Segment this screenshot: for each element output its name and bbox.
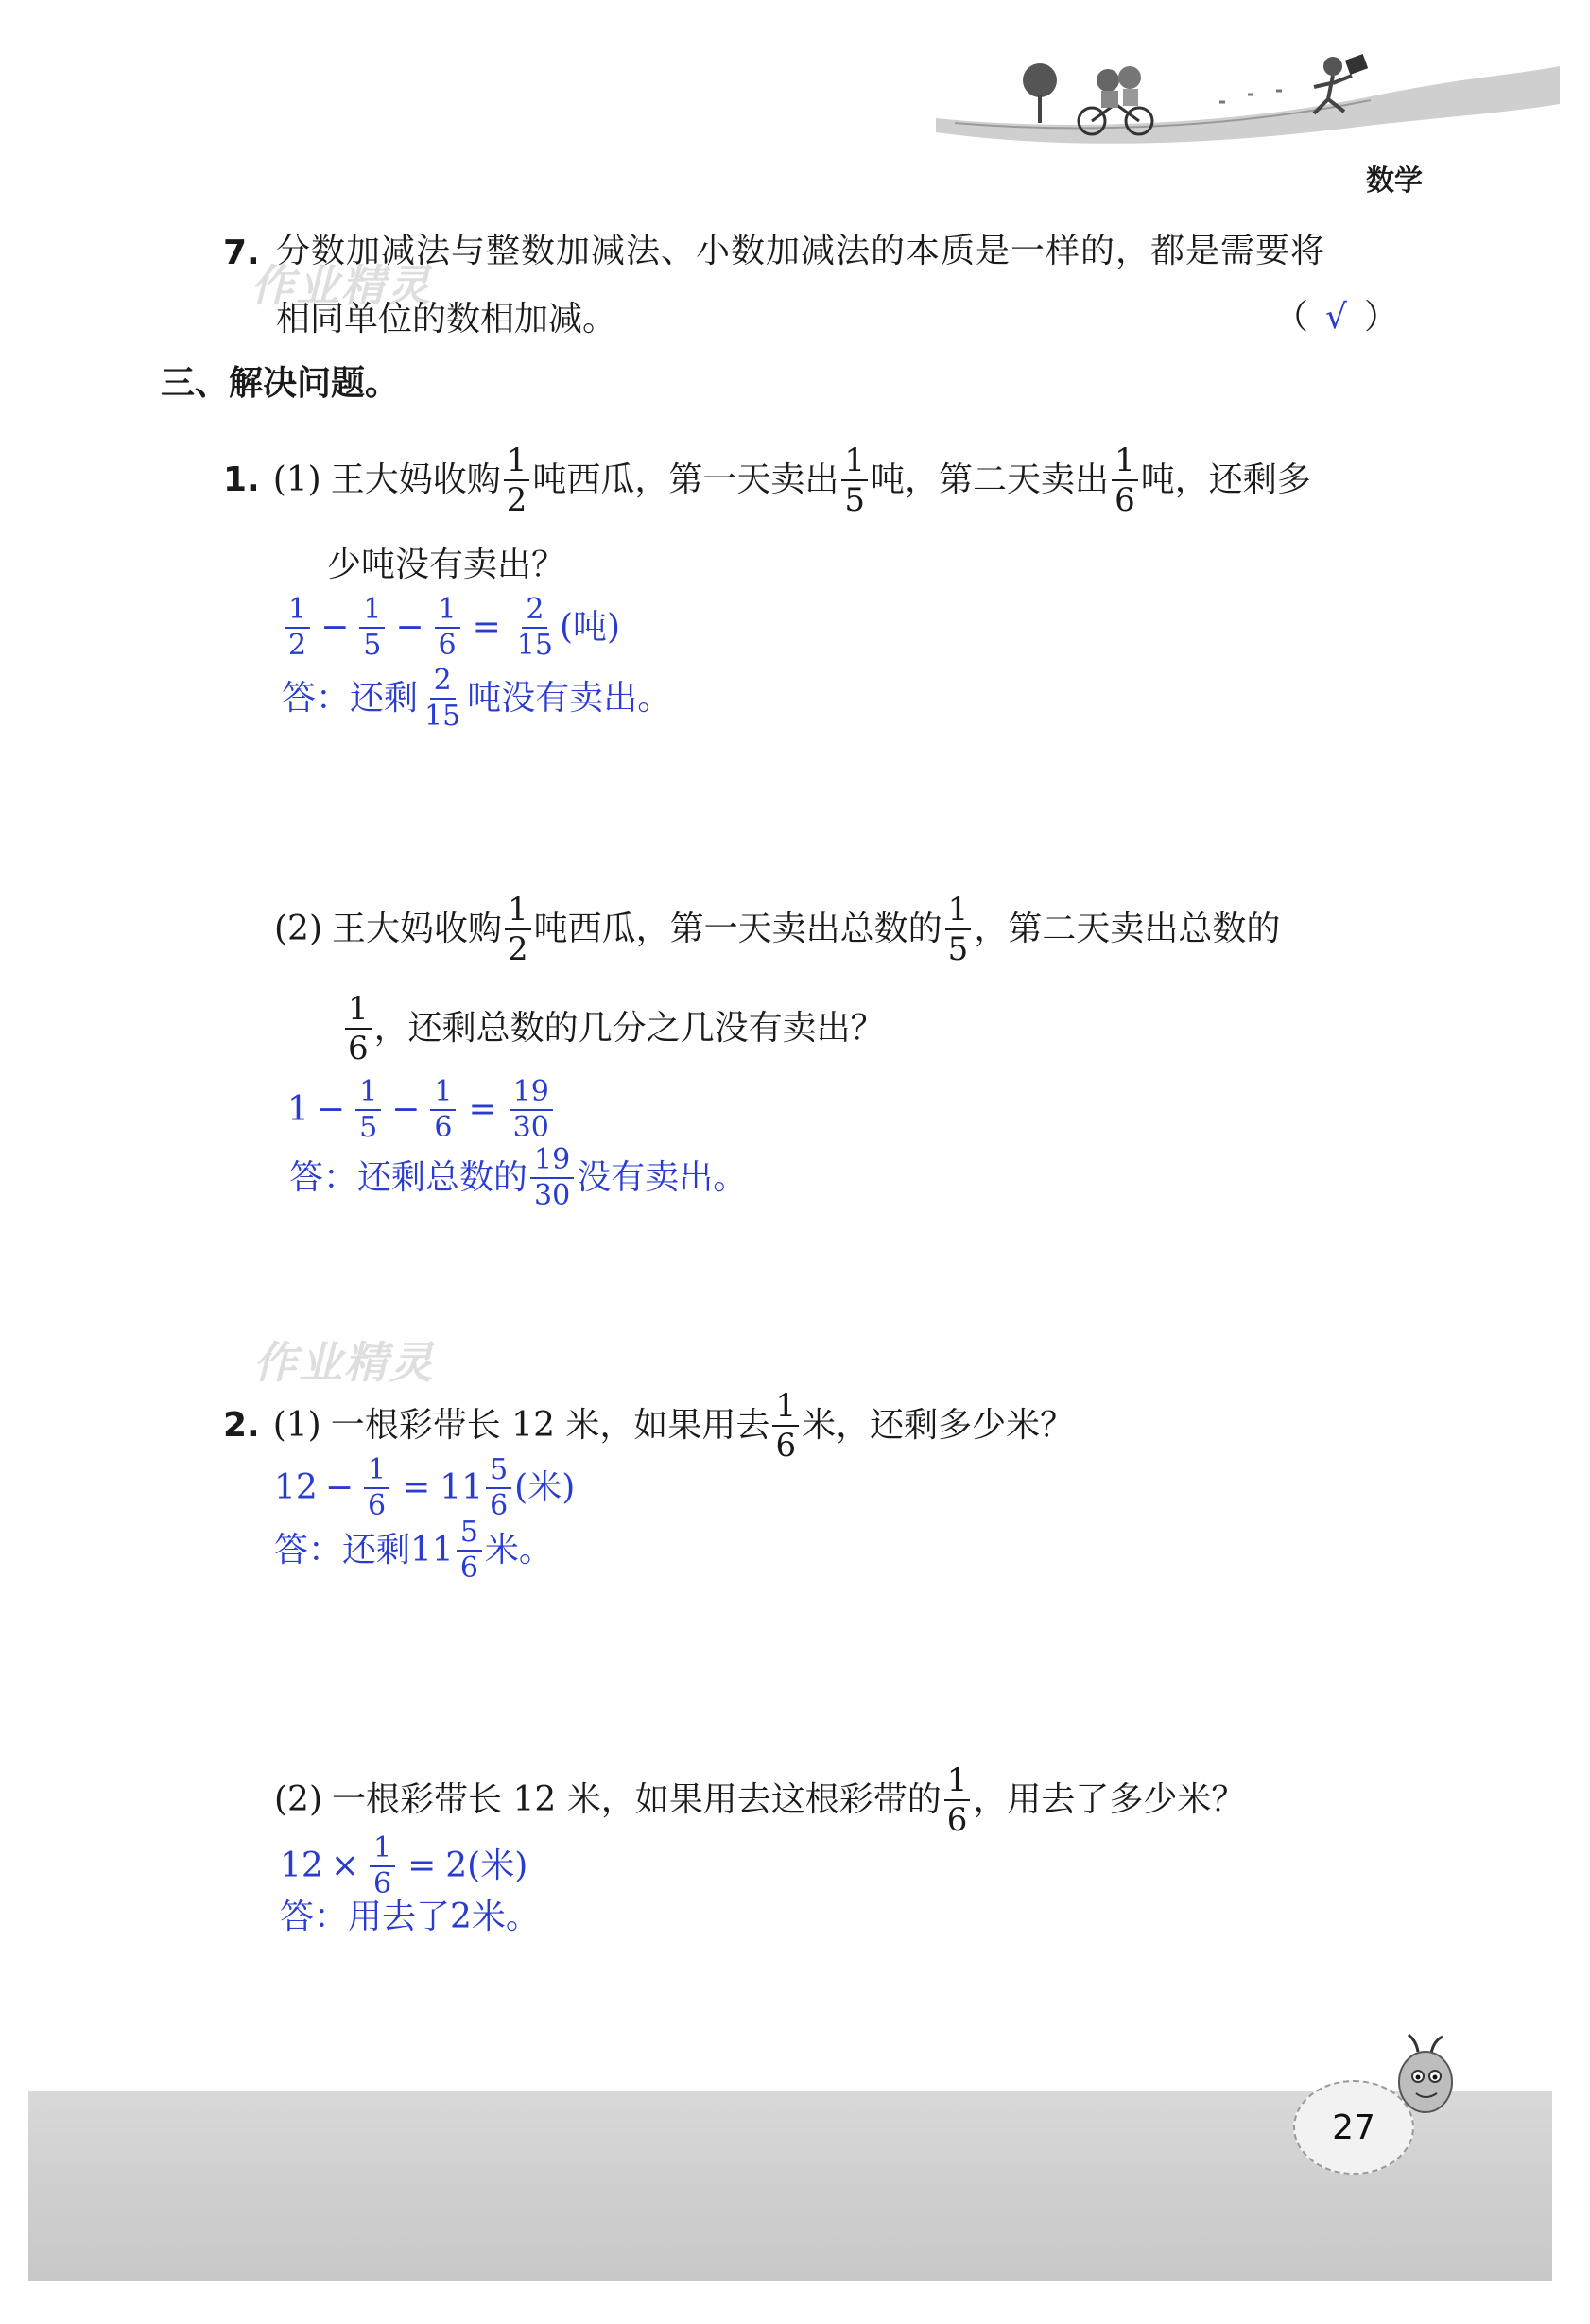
answer-equation: 12 − $\frac{1}{6}$ = 11 $\frac{5}{6}$ (米) [274, 1453, 576, 1522]
part-tag: (1) [272, 460, 321, 499]
problem1-part1-line2: 少吨没有卖出？ [327, 546, 566, 584]
answer-equation: 1 − $\frac{1}{5}$ − $\frac{1}{6}$ = $\frac{19}{30}$ [287, 1078, 556, 1142]
q7-text-line1: 分数加减法与整数加减法、小数加减法的本质是一样的，都是需要将 [276, 232, 1326, 270]
problem2-number: 2. [223, 1406, 260, 1445]
fraction: $\frac{2}{15}$ [516, 593, 553, 662]
fraction: $\frac{1}{5}$ [359, 596, 385, 660]
page-number: 27 [1293, 2080, 1414, 2175]
watermark: 作业精灵 [253, 1337, 435, 1388]
answer-equation: $\frac{1}{2}$ − $\frac{1}{5}$ − $\frac{1}{6}$ = $\frac{2}{15}$ (吨) [282, 596, 620, 660]
fraction: $\frac{5}{6}$ [457, 1518, 482, 1583]
problem2-part1: 2. (1) 一根彩带长 12 米，如果用去 $\frac{1}{6}$ 米，还剩多少米？ [223, 1387, 1075, 1465]
problem1-number: 1. [223, 460, 260, 499]
fraction: $\frac{1}{5}$ [355, 1078, 381, 1142]
fraction: $\frac{1}{2}$ [504, 444, 530, 516]
children-cycling-on-road-illustration [936, 28, 1560, 161]
problem2-part2: (2) 一根彩带长 12 米，如果用去这根彩带的 $\frac{1}{6}$ ，用去了多少米？ [274, 1761, 1246, 1839]
paren-open: （ [1274, 298, 1309, 337]
answer-reply: 答：用去了2米。 [280, 1898, 540, 1936]
fraction: $\frac{1}{6}$ [772, 1390, 799, 1462]
fraction: $\frac{1}{6}$ [364, 1456, 389, 1520]
watermark: 作业精灵 [251, 260, 432, 311]
q7-text-line2: 相同单位的数相加减。 [276, 300, 617, 338]
text: 吨，还剩多 [1140, 460, 1311, 499]
fraction: $\frac{1}{6}$ [370, 1834, 395, 1899]
fraction: $\frac{1}{6}$ [430, 1078, 456, 1142]
part-tag: (1) [272, 1406, 321, 1445]
fraction: $\frac{1}{6}$ [435, 596, 460, 660]
check-mark: √ [1325, 298, 1347, 337]
subject-label: 数学 [1366, 165, 1423, 198]
problem1-part1-line1 [223, 442, 1311, 519]
fraction: $\frac{1}{6}$ [944, 1764, 971, 1836]
answer-reply: 答：还剩 11 $\frac{5}{6}$ 米。 [274, 1516, 553, 1585]
part-tag: (2) [274, 910, 322, 948]
fraction: $\frac{1}{5}$ [945, 893, 972, 965]
q7-answer-bracket [1274, 298, 1398, 337]
answer-reply: 答：还剩总数的 $\frac{19}{30}$ 没有卖出。 [289, 1143, 748, 1212]
fraction: $\frac{1}{2}$ [505, 893, 531, 965]
text: 王大妈收购 [330, 460, 501, 499]
fraction: $\frac{1}{2}$ [285, 596, 310, 660]
section-title: 三、解决问题。 [161, 364, 400, 403]
text: 吨西瓜，第一天卖出 [532, 460, 839, 499]
fraction: $\frac{19}{30}$ [510, 1078, 553, 1142]
answer-equation: 12 × $\frac{1}{6}$ = 2(米) [280, 1831, 528, 1900]
q7-number: 7. [223, 234, 260, 272]
paren-close: ） [1363, 298, 1398, 337]
part-tag: (2) [274, 1780, 322, 1819]
fraction: $\frac{5}{6}$ [486, 1456, 511, 1520]
fraction: $\frac{19}{30}$ [530, 1146, 574, 1210]
text: 吨，第二天卖出 [871, 460, 1110, 499]
problem1-part2-line1: (2) 王大妈收购 $\frac{1}{2}$ 吨西瓜，第一天卖出总数的 $\frac{1}{5}$ ，第二天卖出总数的 [274, 891, 1281, 968]
fraction: $\frac{1}{5}$ [841, 444, 868, 516]
header-illustration [936, 28, 1560, 161]
answer-reply: 答：还剩 $\frac{2}{15}$ 吨没有卖出。 [282, 664, 672, 733]
fraction: $\frac{1}{6}$ [345, 993, 372, 1065]
fraction: $\frac{1}{6}$ [1112, 444, 1138, 516]
problem1-part2-line2: $\frac{1}{6}$ ，还剩总数的几分之几没有卖出？ [342, 993, 885, 1065]
fraction: $\frac{2}{15}$ [424, 664, 461, 733]
